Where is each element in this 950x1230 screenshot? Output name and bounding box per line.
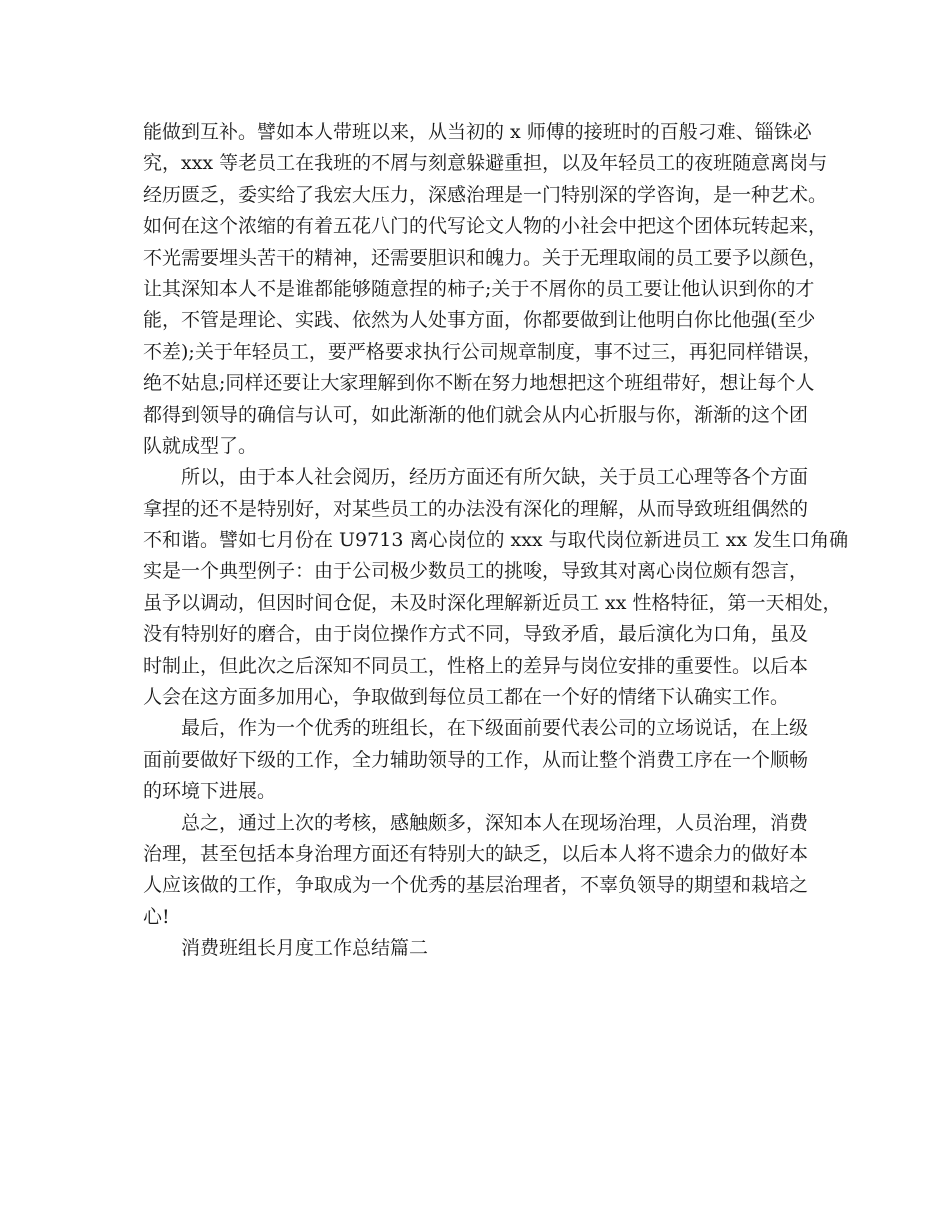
paragraph-line: 不和谐。譬如七月份在 U9713 离心岗位的 xxx 与取代岗位新进员工 xx 发生口角确 [143,529,849,552]
paragraph-line: 不差);关于年轻员工，要严格要求执行公司规章制度，事不过三，再犯同样错误， [143,340,822,363]
paragraph-line: 最后，作为一个优秀的班组长，在下级面前要代表公司的立场说话，在上级 [181,717,809,740]
paragraph-line: 时制止，但此次之后深知不同员工，性格上的差异与岗位安排的重要性。以后本 [143,654,809,677]
paragraph-line: 能，不管是理论、实践、依然为人处事方面，你都要做到让他明白你比他强(至少 [143,309,816,332]
paragraph-line: 能做到互补。譬如本人带班以来，从当初的 x 师傅的接班时的百般刁难、锱铢必 [143,121,812,143]
paragraph-line: 实是一个典型例子：由于公司极少数员工的挑唆，导致其对离心岗位颇有怨言， [143,560,809,583]
paragraph-line: 的环境下进展。 [143,780,277,803]
section-heading: 消费班组长月度工作总结篇二 [181,937,429,960]
paragraph-line: 不光需要埋头苦干的精神，还需要胆识和魄力。关于无理取闹的员工要予以颜色， [143,246,828,269]
paragraph-line: 都得到领导的确信与认可，如此渐渐的他们就会从内心折服与你，渐渐的这个团 [143,403,809,426]
paragraph-line: 人会在这方面多加用心，争取做到每位员工都在一个好的情绪下认确实工作。 [143,686,790,709]
paragraph-line: 如何在这个浓缩的有着五花八门的代写论文人物的小社会中把这个团体玩转起来， [143,215,828,238]
paragraph-line: 绝不姑息;同样还要让大家理解到你不断在努力地想把这个班组带好，想让每个人 [143,372,815,395]
paragraph-line: 人应该做的工作，争取成为一个优秀的基层治理者，不辜负领导的期望和栽培之 [143,874,809,897]
paragraph-line: 经历匮乏，委实给了我宏大压力，深感治理是一门特别深的学咨询，是一种艺术。 [143,183,828,206]
paragraph-line: 总之，通过上次的考核，感触颇多，深知本人在现场治理，人员治理，消费 [181,811,809,834]
paragraph-line: 所以，由于本人社会阅历，经历方面还有所欠缺，关于员工心理等各个方面 [181,466,809,489]
paragraph-line: 究，xxx 等老员工在我班的不屑与刻意躲避重担，以及年轻员工的夜班随意离岗与 [143,152,828,175]
paragraph-line: 治理，甚至包括本身治理方面还有特别大的缺乏，以后本人将不遗余力的做好本 [143,842,809,865]
paragraph-line: 没有特别好的磨合，由于岗位操作方式不同，导致矛盾，最后演化为口角，虽及 [143,623,809,646]
paragraph-line: 虽予以调动，但因时间仓促，未及时深化理解新近员工 xx 性格特征，第一天相处， [143,591,842,614]
paragraph-line: 面前要做好下级的工作，全力辅助领导的工作，从而让整个消费工序在一个顺畅 [143,748,809,771]
paragraph-line: 拿捏的还不是特别好，对某些员工的办法没有深化的理解，从而导致班组偶然的 [143,497,809,520]
paragraph-line: 心! [143,905,170,928]
paragraph-line: 让其深知本人不是谁都能够随意捏的柿子;关于不屑你的员工要让他认识到你的才 [143,277,815,300]
paragraph-line: 队就成型了。 [143,434,258,457]
document-body [143,117,849,965]
